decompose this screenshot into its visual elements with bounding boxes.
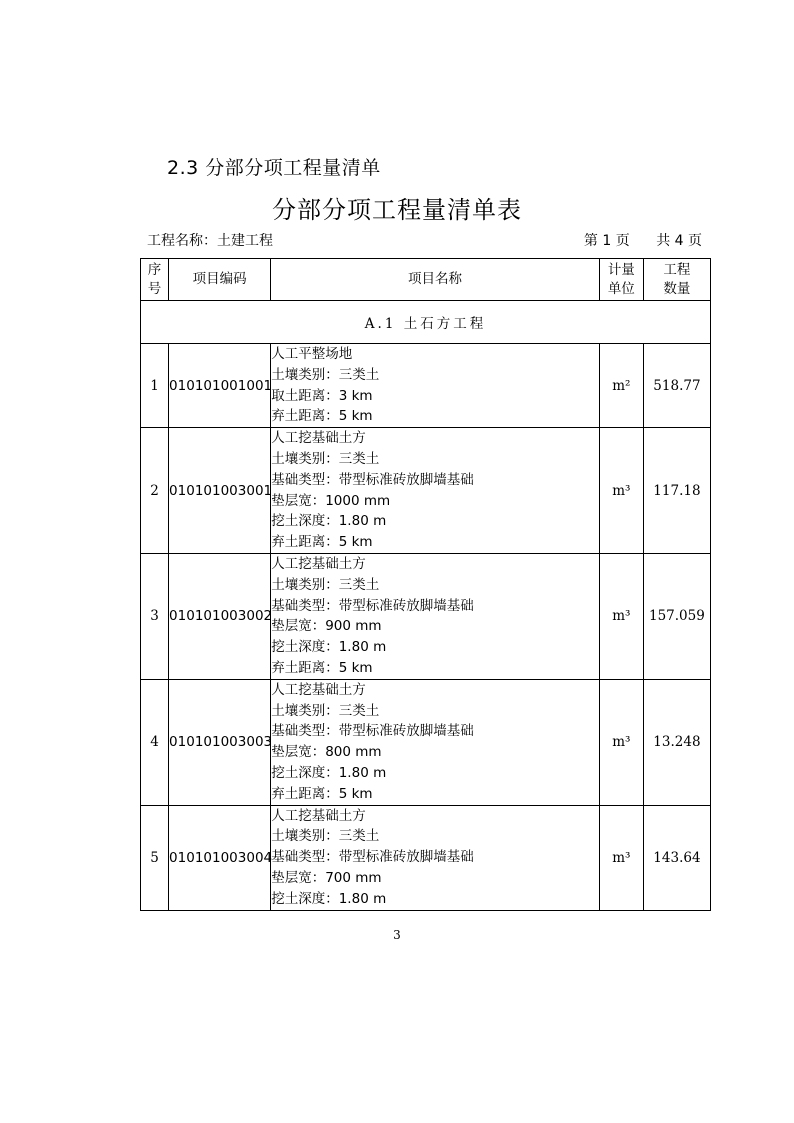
page-current: 第 1 页 xyxy=(583,233,630,249)
row-name-line: 土壤类别：三类土 xyxy=(271,366,380,383)
bill-table xyxy=(140,258,711,911)
header-unit: 计量 单位 xyxy=(599,259,643,301)
row-name-line: 弃土距离：5 km xyxy=(271,659,373,676)
row-unit: m³ xyxy=(599,428,643,554)
row-code: 010101001001 xyxy=(169,344,271,428)
row-name-line: 挖土深度：1.80 m xyxy=(271,639,387,656)
row-seq: 1 xyxy=(141,344,169,428)
row-unit: m³ xyxy=(599,553,643,679)
section-heading: 2.3 分部分项工程量清单 xyxy=(167,157,381,179)
row-name-line: 土壤类别：三类土 xyxy=(271,702,380,719)
row-name xyxy=(271,428,600,554)
row-name-line: 人工挖基础土方 xyxy=(271,430,366,447)
row-code: 010101003003 xyxy=(169,679,271,805)
header-qty: 工程 数量 xyxy=(643,259,710,301)
row-name-line: 弃土距离：5 km xyxy=(271,408,373,425)
row-name-line: 挖土深度：1.80 m xyxy=(271,513,387,530)
row-name-line: 垫层宽：900 mm xyxy=(271,618,382,635)
table-row xyxy=(141,805,711,910)
row-qty: 143.64 xyxy=(643,805,710,910)
section-label: A.1 土石方工程 xyxy=(141,301,711,344)
row-name-line: 人工挖基础土方 xyxy=(271,807,366,824)
row-name-line: 垫层宽：800 mm xyxy=(271,744,382,761)
row-name-line: 垫层宽：1000 mm xyxy=(271,492,391,509)
project-name: 工程名称：土建工程 xyxy=(147,233,273,249)
row-name-line: 弃土距离：5 km xyxy=(271,785,373,802)
table-row xyxy=(141,428,711,554)
row-name-line: 土壤类别：三类土 xyxy=(271,576,380,593)
row-qty: 157.059 xyxy=(643,553,710,679)
row-name-line: 基础类型：带型标准砖放脚墙基础 xyxy=(271,597,474,614)
page-number: 3 xyxy=(393,928,401,942)
table-row xyxy=(141,344,711,428)
row-seq: 2 xyxy=(141,428,169,554)
header-seq: 序 号 xyxy=(141,259,169,301)
row-name-line: 挖土深度：1.80 m xyxy=(271,890,387,907)
row-name-line: 土壤类别：三类土 xyxy=(271,450,380,467)
section-row xyxy=(141,301,711,344)
row-code: 010101003001 xyxy=(169,428,271,554)
row-code: 010101003004 xyxy=(169,805,271,910)
row-name-line: 取土距离：3 km xyxy=(271,387,373,404)
row-name-line: 垫层宽：700 mm xyxy=(271,869,382,886)
table-row xyxy=(141,553,711,679)
header-name: 项目名称 xyxy=(271,259,600,301)
row-qty: 117.18 xyxy=(643,428,710,554)
row-name-line: 挖土深度：1.80 m xyxy=(271,764,387,781)
row-name-line: 基础类型：带型标准砖放脚墙基础 xyxy=(271,849,474,866)
row-name xyxy=(271,679,600,805)
row-unit: m² xyxy=(599,344,643,428)
row-name-line: 人工平整场地 xyxy=(271,346,353,362)
header-row xyxy=(141,259,711,301)
row-seq: 3 xyxy=(141,553,169,679)
row-qty: 518.77 xyxy=(643,344,710,428)
row-name-line: 人工挖基础土方 xyxy=(271,681,366,698)
row-seq: 5 xyxy=(141,805,169,910)
row-name-line: 弃土距离：5 km xyxy=(271,534,373,551)
page-total: 共 4 页 xyxy=(656,233,702,249)
row-qty: 13.248 xyxy=(643,679,710,805)
table-row xyxy=(141,679,711,805)
table-title: 分部分项工程量清单表 xyxy=(272,196,522,224)
row-unit: m³ xyxy=(599,679,643,805)
row-seq: 4 xyxy=(141,679,169,805)
row-name-line: 基础类型：带型标准砖放脚墙基础 xyxy=(271,723,474,740)
row-name xyxy=(271,553,600,679)
row-name-line: 土壤类别：三类土 xyxy=(271,828,380,845)
row-name xyxy=(271,805,600,910)
row-name-line: 基础类型：带型标准砖放脚墙基础 xyxy=(271,471,474,488)
page-info xyxy=(584,230,702,250)
row-name xyxy=(271,344,600,428)
row-unit: m³ xyxy=(599,805,643,910)
row-code: 010101003002 xyxy=(169,553,271,679)
row-name-line: 人工挖基础土方 xyxy=(271,555,366,572)
header-code: 项目编码 xyxy=(169,259,271,301)
